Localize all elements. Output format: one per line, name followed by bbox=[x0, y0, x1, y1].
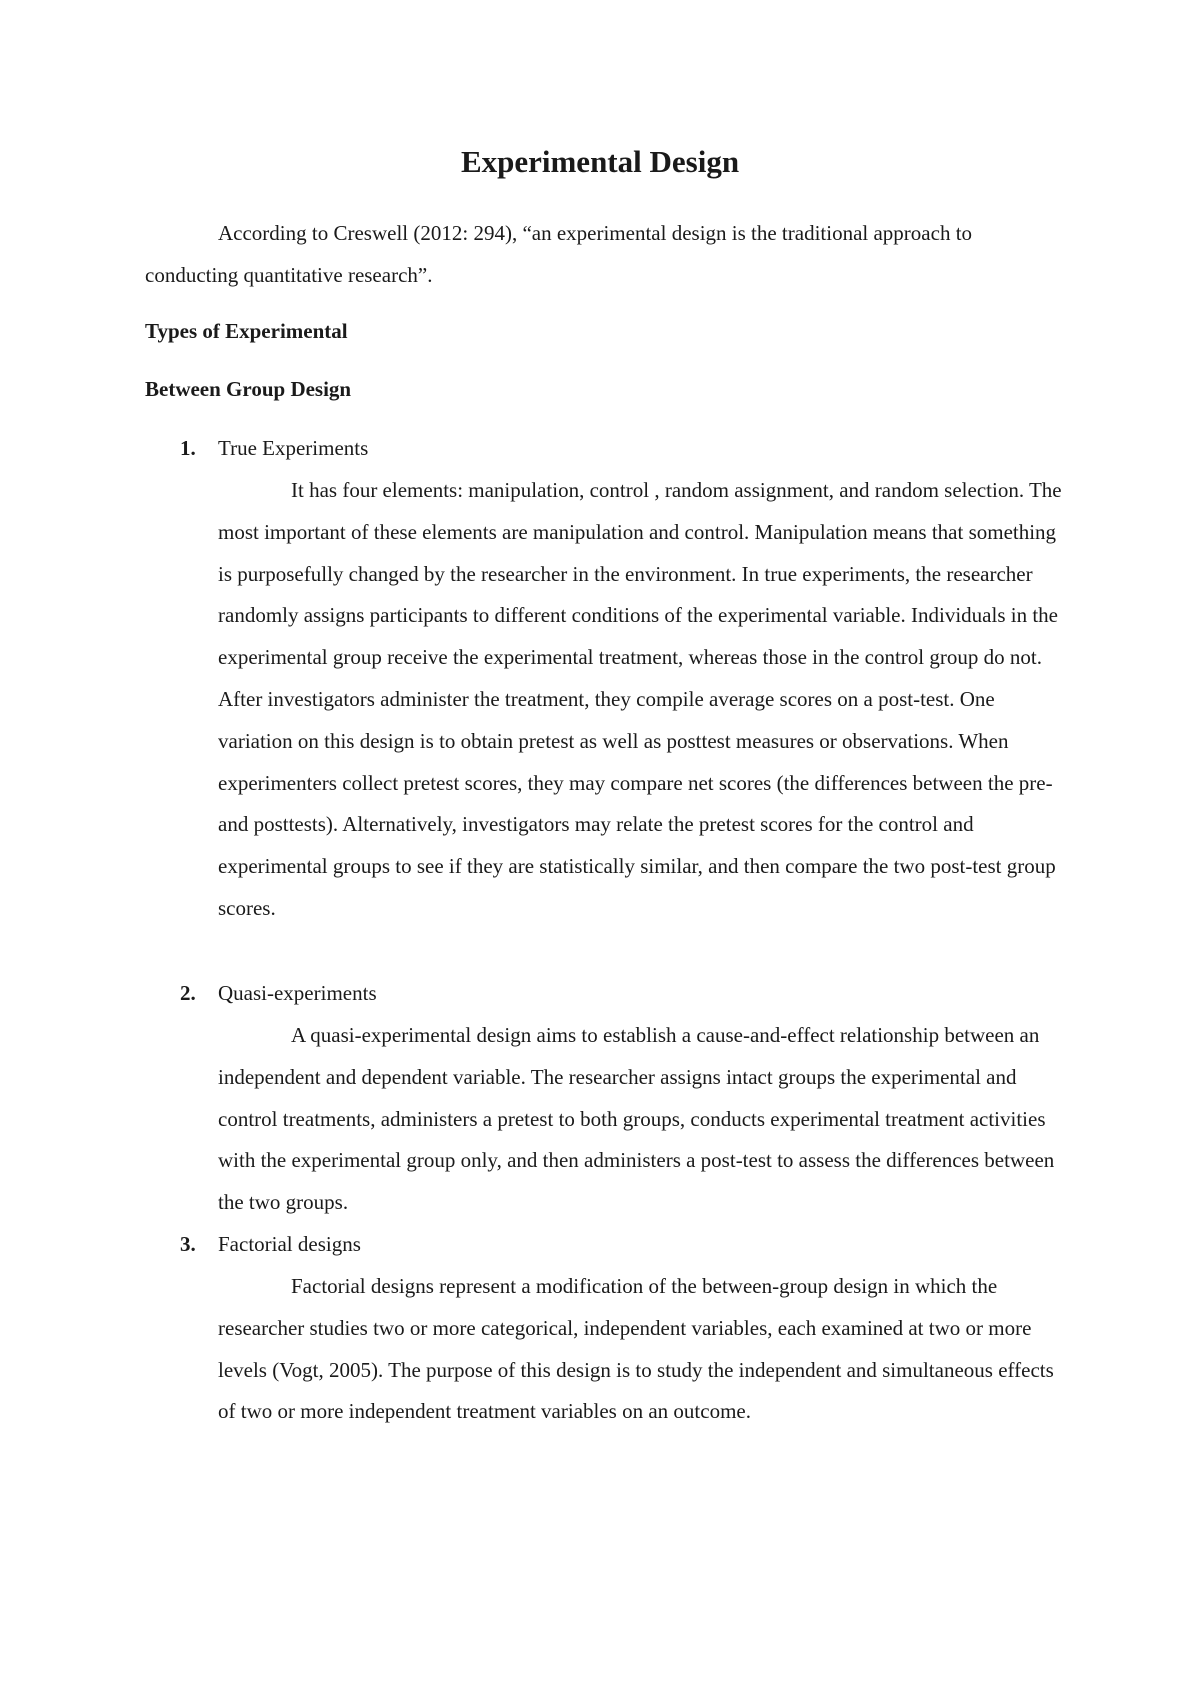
list-item-title: True Experiments bbox=[218, 436, 369, 460]
list-item-title: Factorial designs bbox=[218, 1232, 361, 1256]
list-item-number: 2. bbox=[180, 981, 196, 1005]
list-item-number: 1. bbox=[180, 436, 196, 460]
intro-paragraph: According to Creswell (2012: 294), “an experimental design is the traditional approach to conducting quantitative research”. bbox=[145, 221, 973, 287]
page-title: Experimental Design bbox=[460, 144, 740, 179]
list-item-title: Quasi-experiments bbox=[218, 981, 377, 1005]
list-item-body: It has four elements: manipulation, control , random assignment, and random selection. The most important of these elements are manipulation and control. Manipulation means that something is purposefully changed by the researcher in the environment. In true experiments, the researcher randomly assigns participants to different conditions of the experimental variable. Individuals in the experimental group receive the experimental treatment, whereas those in the control group do not. After investigators administer the treatment, they compile average scores on a post-test. One variation on this design is to obtain pretest as well as posttest measures or observations. When experimenters collect pretest scores, they may compare net scores (the differences between the pre- and posttests). Alternatively, investigators may relate the pretest scores for the control and experimental groups to see if they are statistically similar, and then compare the two post-test group scores. bbox=[218, 478, 1062, 920]
list-item-number: 3. bbox=[180, 1232, 196, 1256]
heading-between-group-design: Between Group Design bbox=[145, 377, 352, 401]
list-item-body: A quasi-experimental design aims to establish a cause-and-effect relationship between an independent and dependent variable. The researcher assigns intact groups the experimental and control treatments, administers a pretest to both groups, conducts experimental treatment activities with the experimental group only, and then administers a post-test to assess the differences between the two groups. bbox=[218, 1023, 1055, 1215]
list-item-body: Factorial designs represent a modification of the between-group design in which the researcher studies two or more categorical, independent variables, each examined at two or more levels (Vogt, 2005). The purpose of this design is to study the independent and simultaneous effects of two or more independent treatment variables on an outcome. bbox=[218, 1274, 1054, 1424]
heading-types-of-experimental: Types of Experimental bbox=[145, 319, 348, 343]
